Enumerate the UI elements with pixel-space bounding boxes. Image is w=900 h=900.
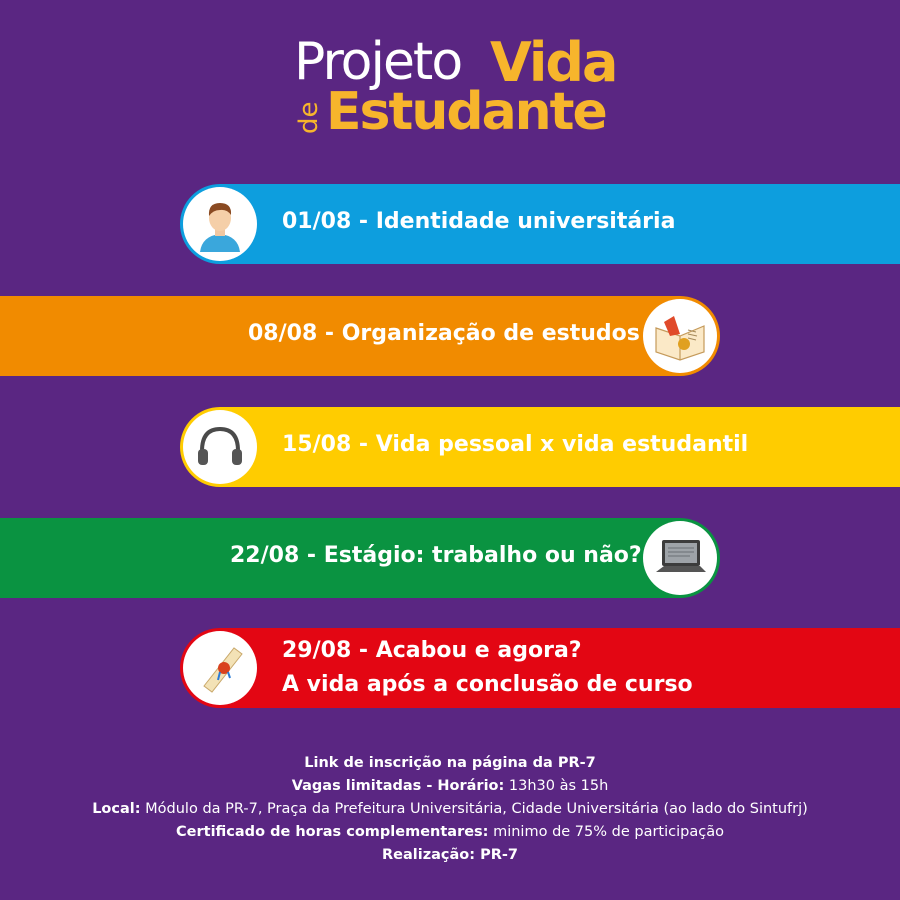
- title-de: de: [294, 101, 324, 134]
- session-band-2: [0, 296, 720, 376]
- open-book-icon: [650, 306, 710, 366]
- session-label-1: 01/08 - Identidade universitária: [282, 209, 676, 234]
- title-vida: Vida: [490, 31, 617, 94]
- session-band-3: [180, 407, 900, 487]
- registration-info: Link de inscrição na página da PR-7: [304, 755, 596, 771]
- icon-circle: [183, 410, 257, 484]
- schedule-info: Vagas limitadas - Horário: 13h30 às 15h: [291, 778, 609, 794]
- certificate-info: Certificado de horas complementares: minimo de 75% de participação: [176, 824, 724, 840]
- organizer-info: Realização: PR-7: [381, 847, 519, 863]
- event-info: [0, 752, 900, 867]
- laptop-icon: [650, 528, 710, 588]
- session-label-5-line2: A vida após a conclusão de curso: [282, 672, 693, 697]
- session-label-4: 22/08 - Estágio: trabalho ou não?: [230, 543, 642, 568]
- title-estudante: Estudante: [326, 82, 606, 142]
- diploma-icon: [190, 638, 250, 698]
- title-projeto: Projeto: [294, 32, 462, 92]
- icon-circle: [643, 299, 717, 373]
- session-label-5-line1: 29/08 - Acabou e agora?: [282, 638, 582, 663]
- location-info: Local: Módulo da PR-7, Praça da Prefeitura Universitária, Cidade Universitária (ao lado do Sintufrj): [92, 801, 808, 817]
- session-band-5: [180, 628, 900, 708]
- session-label-2: 08/08 - Organização de estudos: [248, 321, 640, 346]
- project-title: [0, 0, 900, 170]
- student-avatar-icon: [190, 194, 250, 254]
- icon-circle: [643, 521, 717, 595]
- session-band-1: [180, 184, 900, 264]
- session-label-3: 15/08 - Vida pessoal x vida estudantil: [282, 432, 749, 457]
- title-de-wrapper: [294, 101, 326, 180]
- icon-circle: [183, 631, 257, 705]
- icon-circle: [183, 187, 257, 261]
- headphones-icon: [190, 417, 250, 477]
- session-band-4: [0, 518, 720, 598]
